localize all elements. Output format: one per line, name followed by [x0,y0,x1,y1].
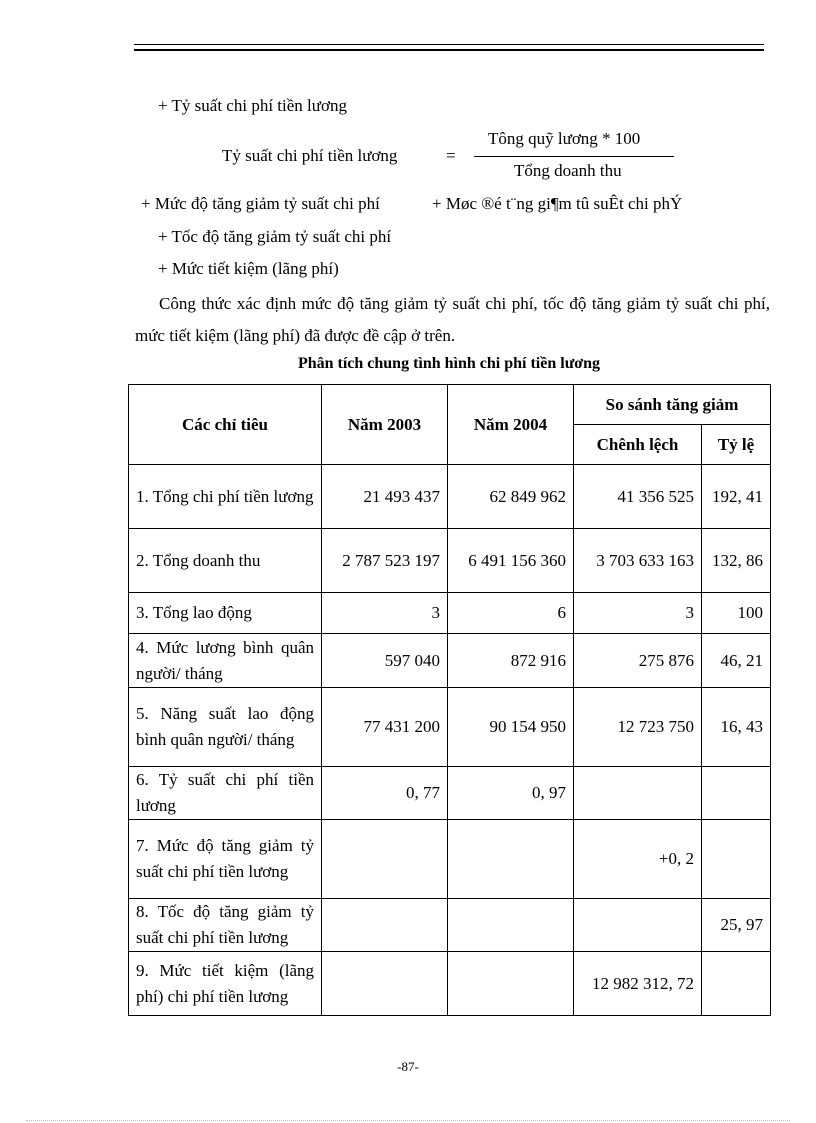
wage-cost-table [128,384,771,1016]
cell-2004 [448,899,574,952]
cell-2003: 0, 77 [322,767,448,820]
formula-fraction-bar [474,156,674,157]
bullet-speed: + Tốc độ tăng giảm tỷ suất chi phí [158,227,392,246]
formula-label: Tỷ suất chi phí tiền lương [222,146,398,165]
cell-diff: 41 356 525 [574,465,702,529]
cell-diff: 275 876 [574,634,702,688]
row-label: 4. Mức lương bình quân người/ tháng [129,634,322,688]
table-row [129,820,771,899]
table-row [129,952,771,1016]
cell-2003: 77 431 200 [322,688,448,767]
cell-diff: 3 703 633 163 [574,529,702,593]
cell-2004 [448,820,574,899]
table-row [129,688,771,767]
table-row [129,634,771,688]
intro-paragraph: Công thức xác định mức độ tăng giảm tỷ suất chi phí, tốc độ tăng giảm tỷ suất chi phí, mức tiết kiệm (lãng phí) đã được đề cập ở trên. [135,294,770,345]
row-label: 6. Tỷ suất chi phí tiền lương [129,767,322,820]
cell-2003: 21 493 437 [322,465,448,529]
cell-2004: 62 849 962 [448,465,574,529]
cell-2004: 90 154 950 [448,688,574,767]
row-label: 9. Mức tiết kiệm (lãng phí) chi phí tiền lương [129,952,322,1016]
header-indicator: Các chỉ tiêu [129,385,322,465]
formula-denominator: Tổng doanh thu [514,161,622,180]
cell-diff: 12 982 312, 72 [574,952,702,1016]
cell-ratio [702,952,771,1016]
formula-numerator: Tông quỹ lương * 100 [488,129,641,148]
cell-2003: 2 787 523 197 [322,529,448,593]
cell-2004: 6 491 156 360 [448,529,574,593]
cell-ratio [702,820,771,899]
row-label: 1. Tổng chi phí tiền lương [129,465,322,529]
header-rule-bottom [134,49,764,51]
page-number: -87- [397,1059,419,1074]
header-diff: Chênh lệch [574,425,702,465]
cell-diff: 12 723 750 [574,688,702,767]
table-row [129,529,771,593]
bottom-dotted-rule [26,1120,790,1121]
bullet-change: + Mức độ tăng giảm tỷ suất chi phí [141,194,380,213]
table-row [129,899,771,952]
cell-diff: 3 [574,593,702,634]
bullet-saving: + Mức tiết kiệm (lãng phí) [158,259,339,278]
cell-2004: 6 [448,593,574,634]
cell-2003: 3 [322,593,448,634]
header-ratio: Tỷ lệ [702,425,771,465]
cell-diff [574,767,702,820]
cell-2003 [322,820,448,899]
cell-diff [574,899,702,952]
cell-2003: 597 040 [322,634,448,688]
formula-equals: = [446,146,456,165]
row-label: 2. Tổng doanh thu [129,529,322,593]
header-compare: So sánh tăng giảm [574,385,771,425]
bullet-garbled: + Møc ®é t¨ng gi¶m tû suÊt chi phÝ [432,194,683,213]
table-row [129,767,771,820]
header-year-2003: Năm 2003 [322,385,448,465]
header-year-2004: Năm 2004 [448,385,574,465]
row-label: 3. Tổng lao động [129,593,322,634]
table-caption: Phân tích chung tình hình chi phí tiền lương [297,355,601,372]
cell-ratio [702,767,771,820]
bullet-ratio: + Tỷ suất chi phí tiền lương [158,96,347,115]
cell-ratio: 132, 86 [702,529,771,593]
cell-2004: 872 916 [448,634,574,688]
row-label: 8. Tốc độ tăng giảm tỷ suất chi phí tiền lương [129,899,322,952]
cell-ratio: 16, 43 [702,688,771,767]
cell-ratio: 46, 21 [702,634,771,688]
cell-2003 [322,952,448,1016]
table-row [129,465,771,529]
cell-2004 [448,952,574,1016]
cell-ratio: 192, 41 [702,465,771,529]
cell-2003 [322,899,448,952]
row-label: 5. Năng suất lao động bình quân người/ tháng [129,688,322,767]
cell-ratio: 25, 97 [702,899,771,952]
header-rule-top [134,44,764,45]
table-row [129,593,771,634]
cell-2004: 0, 97 [448,767,574,820]
cell-ratio: 100 [702,593,771,634]
cell-diff: +0, 2 [574,820,702,899]
row-label: 7. Mức độ tăng giảm tỷ suất chi phí tiền lương [129,820,322,899]
